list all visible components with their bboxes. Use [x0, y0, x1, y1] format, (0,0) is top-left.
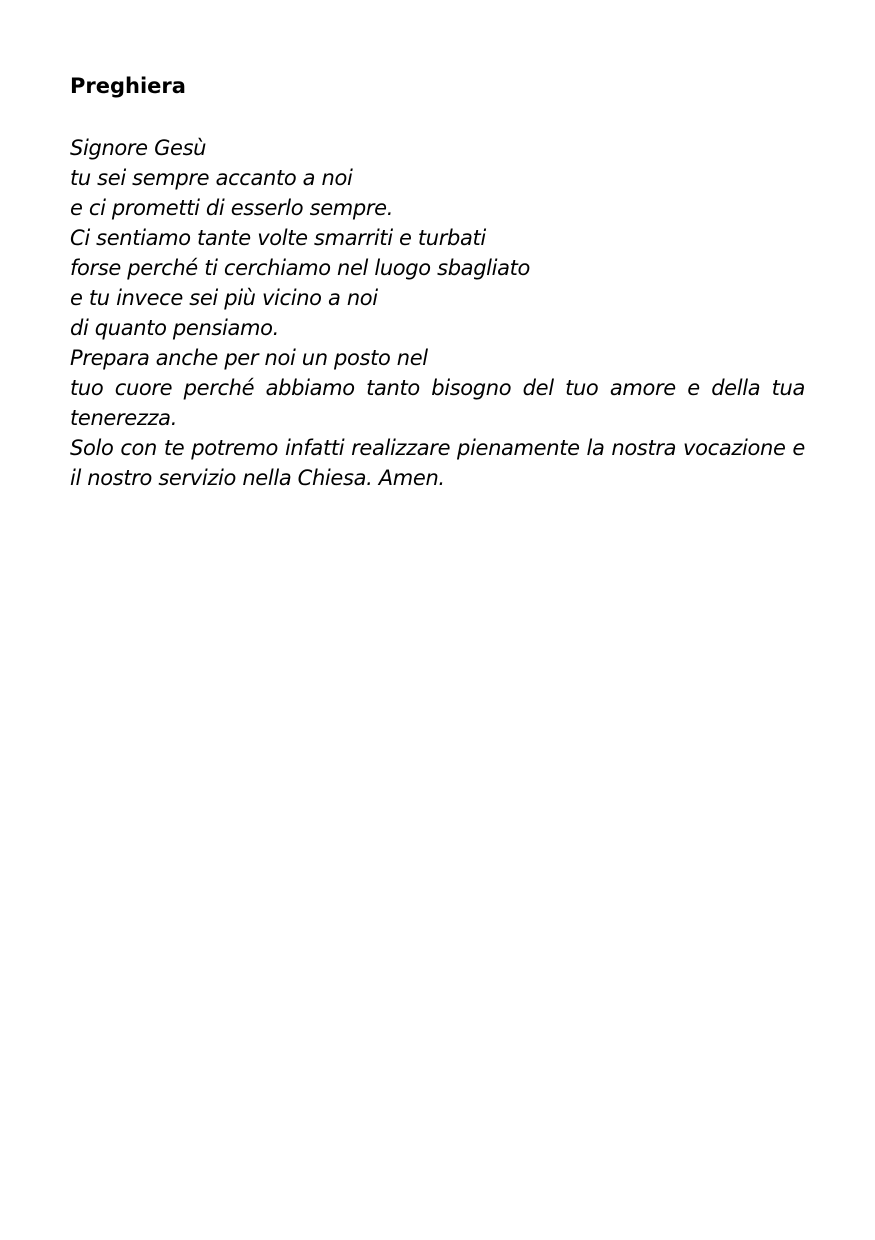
prayer-line: Signore Gesù: [70, 136, 207, 160]
page-title: Preghiera: [70, 74, 186, 98]
prayer-line: Prepara anche per noi un posto nel: [70, 346, 428, 370]
prayer-line: tu sei sempre accanto a noi: [70, 166, 353, 190]
prayer-line: Ci sentiamo tante volte smarriti e turbati: [70, 226, 486, 250]
prayer-line: e ci prometti di esserlo sempre.: [70, 196, 394, 220]
prayer-paragraph: tuo cuore perché abbiamo tanto bisogno del tuo amore e della tua tenerezza.: [70, 376, 805, 430]
prayer-line: forse perché ti cerchiamo nel luogo sbagliato: [70, 256, 531, 280]
prayer-line: di quanto pensiamo.: [70, 316, 279, 340]
prayer-paragraph-closing: Solo con te potremo infatti realizzare pienamente la nostra vocazione e il nostro servizio nella Chiesa. Amen.: [70, 436, 805, 490]
prayer-line: e tu invece sei più vicino a noi: [70, 286, 378, 310]
prayer-text: [70, 133, 805, 493]
